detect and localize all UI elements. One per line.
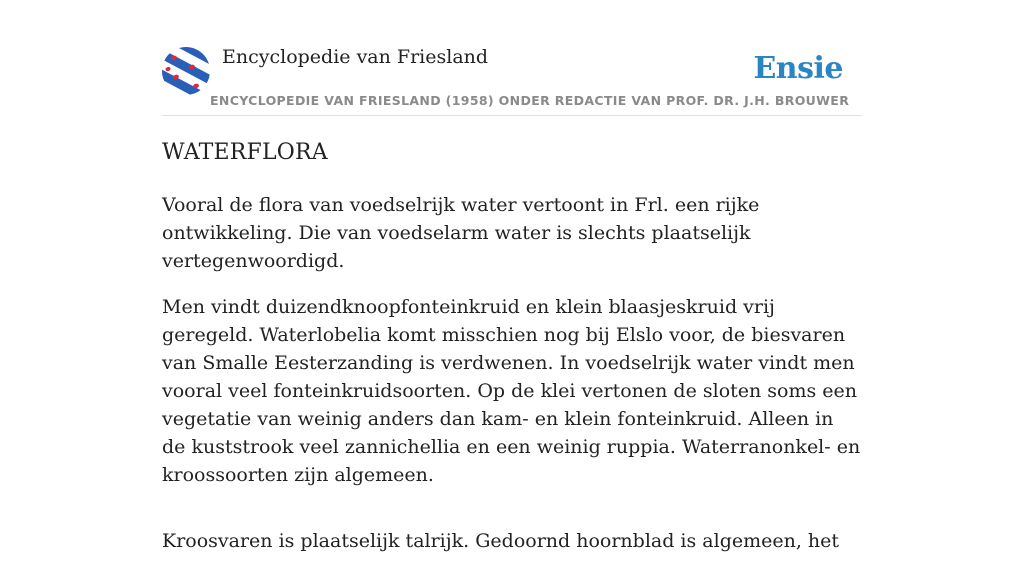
friesland-flag-icon[interactable] bbox=[162, 47, 210, 95]
source-title[interactable]: Encyclopedie van Friesland bbox=[222, 46, 489, 68]
source-subtitle: ENCYCLOPEDIE VAN FRIESLAND (1958) ONDER REDACTIE VAN PROF. DR. J.H. BROUWER bbox=[210, 93, 850, 108]
article-body bbox=[162, 191, 862, 573]
header-divider bbox=[162, 115, 862, 116]
ensie-logo[interactable]: Ensie bbox=[753, 51, 843, 86]
article-paragraph: Kroosvaren is plaatselijk talrijk. Gedoornd hoornblad is algemeen, het bbox=[162, 530, 840, 552]
article-paragraph: Vooral de flora van voedselrijk water vertoont in Frl. een rijke ontwikkeling. Die van voedselarm water is slechts plaatselijk vertegenwoordigd. bbox=[162, 194, 760, 272]
page-title: WATERFLORA bbox=[162, 140, 328, 165]
article-paragraph: Men vindt duizendknoopfonteinkruid en klein blaasjeskruid vrij geregeld. Waterlobelia komt misschien nog bij Elslo voor, de biesvaren van Smalle Eesterzanding is verdwenen. In voedselrijk water vindt men vooral veel fonteinkruidsoorten. Op de klei vertonen de sloten soms een vegetatie van weinig anders dan kam- en klein fonteinkruid. Alleen in de kuststrook veel zannichellia en een weinig ruppia. Waterranonkel- en kroossoorten zijn algemeen. bbox=[162, 296, 861, 486]
